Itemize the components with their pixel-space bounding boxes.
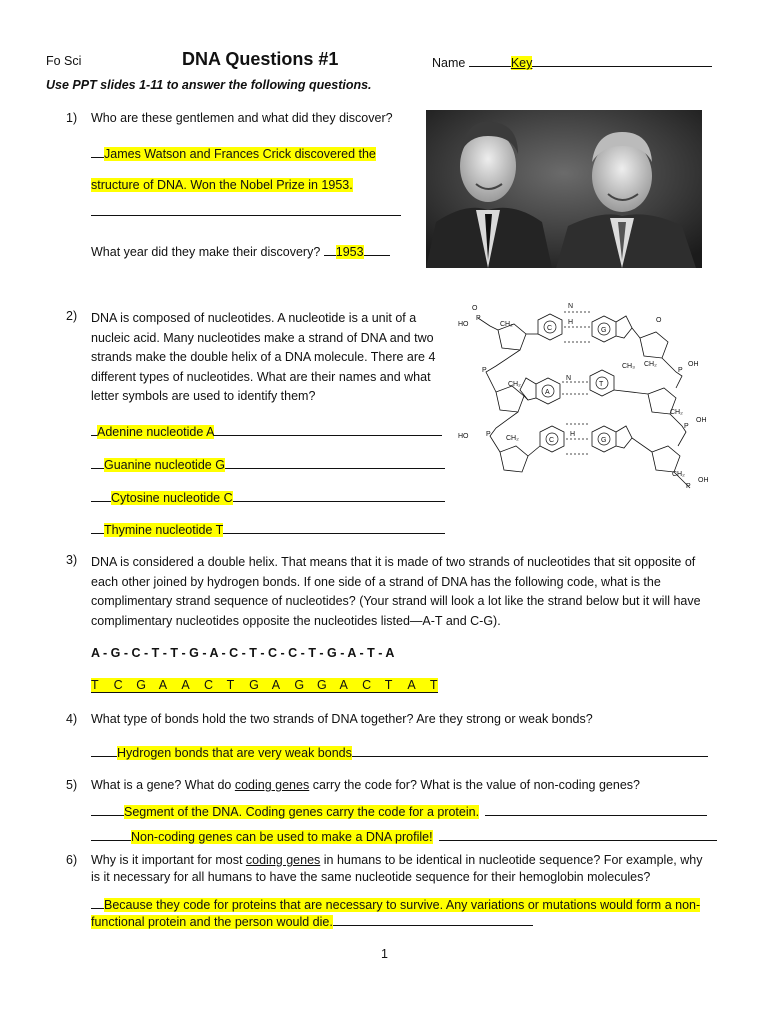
complement-base: A (271, 678, 281, 692)
blank (233, 489, 445, 502)
q1-question: Who are these gentlemen and what did they discover? (91, 111, 393, 125)
q2-question (91, 309, 435, 407)
q6-question-underlined: coding genes (245, 853, 321, 867)
complement-base: T (429, 678, 438, 692)
blank (91, 145, 104, 158)
q4-answer-line[interactable] (91, 744, 708, 760)
complement-base: A (407, 678, 416, 692)
chem-label: HO (458, 433, 469, 440)
blank (91, 489, 111, 502)
chem-label: P (678, 367, 683, 374)
class-label: Fo Sci (46, 54, 82, 68)
q6-answer-line1[interactable] (91, 896, 700, 912)
blank (91, 744, 117, 757)
complement-base: G (294, 678, 305, 692)
chem-label: O (472, 305, 478, 312)
q1-answer-line1[interactable] (91, 145, 376, 161)
chem-label: OH (698, 477, 709, 484)
q1-blank-line[interactable] (91, 214, 401, 216)
complement-base: C (203, 678, 213, 692)
page-title: DNA Questions #1 (182, 49, 339, 69)
chem-label: CH₂ (644, 361, 657, 368)
q2-answer-thymine[interactable] (91, 521, 445, 537)
chem-label: P (482, 367, 487, 374)
chem-label: CH₃ (622, 363, 635, 370)
q5-answer-line2[interactable] (91, 828, 717, 844)
q6-answer-text1: Because they code for proteins that are necessary to survive. Any variations or mutations would form a non- (104, 898, 701, 912)
base-label: C (547, 325, 553, 332)
chem-label: P (684, 423, 689, 430)
q1-year-question: What year did they make their discovery? (91, 245, 321, 259)
name-value: Key (510, 56, 533, 70)
blank (223, 521, 445, 534)
q5-answer-line1[interactable] (91, 803, 707, 819)
chem-label: CH₂ (500, 321, 513, 328)
chem-label: CH₂ (506, 435, 519, 442)
blank (225, 456, 445, 469)
q5-number: 5) (66, 778, 78, 792)
q5-answer-text2: Non-coding genes can be used to make a DNA profile! (131, 830, 433, 844)
q4-number: 4) (66, 712, 78, 726)
q3-given-strand: A - G - C - T - T - G - A - C - T - C - C - T - G - A - T - A (91, 646, 395, 660)
q5-question (91, 778, 640, 792)
chem-label: P (476, 315, 481, 322)
q2-answer-cytosine[interactable] (91, 489, 445, 505)
q6-question-line1 (91, 853, 702, 867)
q1-year-answer: 1953 (335, 245, 364, 259)
base-label: T (599, 381, 604, 388)
complement-base: G (136, 678, 146, 692)
blank (364, 243, 390, 256)
q2-line: nucleic acid. Many nucleotides make a strand of DNA and two (91, 330, 434, 345)
q6-question-text: Why is it important for most (91, 853, 246, 867)
q2-answer-text: Cytosine nucleotide C (111, 491, 233, 505)
q2-number: 2) (66, 309, 78, 323)
q4-question: What type of bonds hold the two strands of DNA together? Are they strong or weak bonds? (91, 712, 593, 726)
q2-answer-text: Guanine nucleotide G (104, 458, 225, 472)
chem-label: OH (696, 417, 707, 424)
complement-base: C (113, 678, 123, 692)
q1-answer-line2[interactable] (91, 178, 353, 192)
base-label: G (601, 327, 607, 334)
chem-label: P (686, 483, 691, 490)
q2-answer-text: Adenine nucleotide A (97, 425, 215, 439)
watson-crick-photo (426, 110, 702, 268)
q1-year[interactable] (91, 243, 390, 259)
chem-label: HO (458, 321, 469, 328)
chem-label: H (570, 431, 576, 438)
q2-answer-text: Thymine nucleotide T (104, 523, 224, 537)
blank (324, 243, 336, 256)
q6-answer-line2[interactable] (91, 913, 533, 929)
q2-answer-adenine[interactable] (91, 423, 442, 439)
complement-base: T (91, 678, 99, 692)
blank (485, 803, 707, 816)
blank (439, 828, 717, 841)
name-label: Name (432, 56, 466, 70)
chem-label: P (486, 431, 491, 438)
chem-label: CH₂ (670, 409, 683, 416)
chem-label: CH₂ (508, 381, 521, 388)
q2-line: DNA is composed of nucleotides. A nucleotide is a unit of a (91, 311, 417, 325)
blank (91, 456, 104, 469)
q1-answer-text1: James Watson and Frances Crick discovered the (104, 147, 376, 161)
blank (91, 521, 104, 534)
chem-label: CH₂ (672, 471, 685, 478)
complement-base: G (249, 678, 259, 692)
q1-answer-text2: structure of DNA. Won the Nobel Prize in 1953. (91, 178, 353, 192)
base-label: A (545, 389, 550, 396)
q2-line: letter symbols are used to identify them? (91, 389, 316, 403)
blank (214, 423, 442, 436)
chem-label: N (568, 303, 574, 310)
complement-base: T (384, 678, 393, 692)
q6-question-line2: is it necessary for all humans to have the same nucleotide sequence for their hemoglobin molecules? (91, 870, 651, 884)
q6-question-text: in humans to be identical in nucleotide sequence? For example, why (320, 853, 703, 867)
q3-question (91, 553, 701, 631)
q2-line: strands make the double helix of a DNA molecule. There are 4 (91, 350, 436, 364)
complement-base: T (226, 678, 235, 692)
q5-question-underlined: coding genes (234, 778, 310, 792)
instructions: Use PPT slides 1-11 to answer the following questions. (46, 78, 372, 92)
chem-label: N (566, 375, 572, 382)
q1-number: 1) (66, 111, 78, 125)
chem-label: H (568, 319, 574, 326)
q5-question-text: What is a gene? What do (91, 778, 235, 792)
name-blank (469, 54, 511, 67)
base-label: C (549, 437, 555, 444)
base-label: G (601, 437, 607, 444)
q3-line: DNA is considered a double helix. That means that it is made of two strands of nucleotides that sit opposite of (91, 555, 696, 569)
q3-number: 3) (66, 553, 78, 567)
chem-label: OH (688, 361, 699, 368)
blank (352, 744, 708, 757)
complement-base: G (316, 678, 327, 692)
q2-line: different types of nucleotides. What are their names and what (91, 369, 431, 384)
complement-base: C (362, 678, 372, 692)
q3-line: each other joined by hydrogen bonds. If one side of a strand of DNA has the following code, what is the (91, 574, 661, 589)
name-blank-end (532, 54, 712, 67)
complement-base: A (181, 678, 190, 692)
complement-base: A (339, 678, 348, 692)
blank (91, 803, 124, 816)
blank (91, 896, 104, 909)
q3-line: complimentary nucleotides opposite the nucleotides listed—A-T and C-G). (91, 613, 501, 628)
name-field[interactable] (432, 54, 712, 70)
page-number: 1 (381, 947, 388, 961)
chem-label: O (656, 317, 662, 324)
blank (91, 828, 131, 841)
q6-answer-text2: functional protein and the person would die. (91, 915, 333, 929)
q2-answer-guanine[interactable] (91, 456, 445, 472)
q3-complement-strand[interactable] (91, 678, 438, 693)
dna-structure-diagram (456, 296, 716, 508)
q6-number: 6) (66, 853, 78, 867)
blank (333, 913, 533, 926)
q4-answer-text: Hydrogen bonds that are very weak bonds (117, 746, 352, 760)
q5-answer-text1: Segment of the DNA. Coding genes carry the code for a protein. (124, 805, 480, 819)
q3-line: complimentary strand sequence of nucleotides? (Your strand will look a lot like the strand below but it will have (91, 594, 701, 608)
complement-base: A (158, 678, 168, 692)
q5-question-text: carry the code for? What is the value of non-coding genes? (309, 778, 640, 792)
